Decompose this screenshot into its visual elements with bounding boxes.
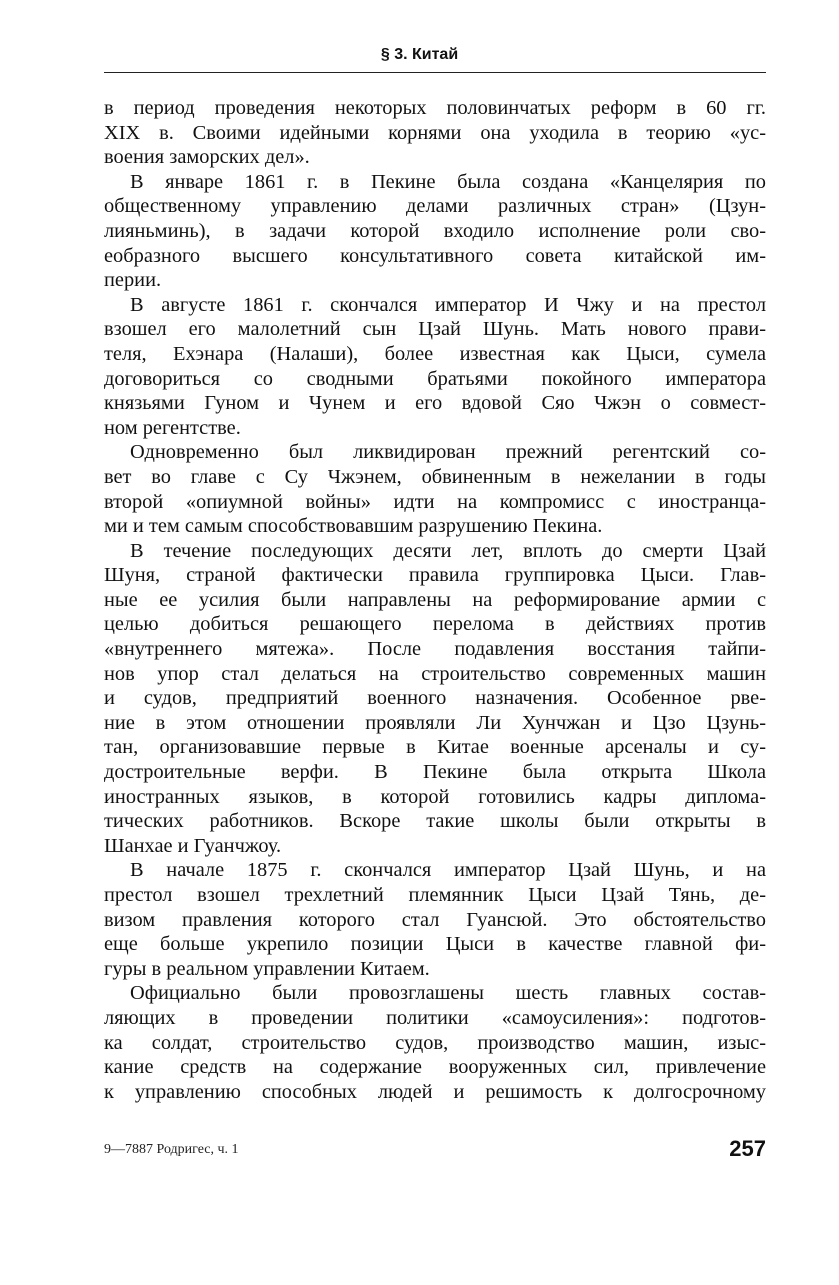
paragraph	[104, 440, 766, 538]
header-divider	[104, 72, 766, 73]
text-line: целью добиться решающего перелома в действиях против	[104, 613, 766, 636]
text-line: к управлению способных людей и решимость к долгосрочному	[104, 1080, 766, 1103]
page-number: 257	[729, 1136, 766, 1161]
text-line: В начале 1875 г. скончался император Цзай Шунь, и на	[130, 859, 766, 882]
text-line: Шанхае и Гуанчжоу.	[104, 834, 282, 857]
text-line: в период проведения некоторых половинчатых реформ в 60 гг.	[104, 97, 766, 119]
text-line: В августе 1861 г. скончался император И Чжу и на престол	[130, 293, 766, 316]
text-line: Шуня, страной фактически правила группировка Цыси. Глав-	[104, 564, 766, 587]
paragraph	[104, 170, 766, 293]
paragraph	[104, 858, 766, 981]
text-line: ка солдат, строительство судов, производство машин, изыс-	[104, 1031, 766, 1054]
text-line: Официально были провозглашены шесть главных состав-	[130, 982, 766, 1005]
text-line: лияньминь), в задачи которой входило исполнение роли сво-	[104, 219, 766, 242]
text-line: вет во главе с Су Чжэнем, обвиненным в нежелании в годы	[104, 465, 766, 488]
text-line: общественному управлению делами различных стран» (Цзун-	[104, 195, 766, 218]
text-line: достроительные верфи. В Пекине была открыта Школа	[104, 761, 766, 784]
text-line: тан, организовавшие первые в Китае военные арсеналы и су-	[104, 736, 766, 759]
text-line: кание средств на содержание вооруженных сил, привлечение	[104, 1056, 766, 1079]
text-line: визом правления которого стал Гуансюй. Это обстоятельство	[104, 908, 766, 931]
text-line: взошел его малолетний сын Цзай Шунь. Мать нового прави-	[104, 318, 766, 341]
text-line: ном регентстве.	[104, 416, 241, 439]
text-line: теля, Ехэнара (Налаши), более известная как Цыси, сумела	[104, 342, 766, 365]
text-line: В течение последующих десяти лет, вплоть до смерти Цзай	[130, 539, 766, 562]
text-line: престол взошел трехлетний племянник Цыси Цзай Тянь, де-	[104, 884, 766, 906]
text-line: ные ее усилия были направлены на реформирование армии с	[104, 588, 766, 611]
page-text	[104, 96, 766, 1104]
text-line: ние в этом отношении проявляли Ли Хунчжан и Цзо Цзунь-	[104, 711, 766, 734]
text-line: ми и тем самым способствовавшим разрушению Пекина.	[104, 515, 603, 538]
paragraph	[104, 981, 766, 1104]
text-line: гуры в реальном управлении Китаем.	[104, 957, 430, 980]
text-line: «внутреннего мятежа». После подавления восстания тайпи-	[104, 638, 766, 661]
text-line: князьями Гуном и Чунем и его вдовой Сяо Чжэн о совмест-	[104, 392, 766, 415]
text-line: еще больше укрепило позиции Цыси в качестве главной фи-	[104, 933, 766, 956]
text-line: второй «опиумной войны» идти на компромисс с иностранца-	[104, 490, 766, 513]
running-header-title: § 3. Китай	[380, 46, 459, 63]
paragraph	[104, 539, 766, 859]
text-line: договориться со сводными братьями покойного императора	[104, 367, 766, 390]
text-line: перии.	[104, 269, 162, 292]
paragraph	[104, 96, 766, 170]
text-line: тических работников. Вскоре такие школы были открыты в	[104, 810, 766, 833]
text-line: воения заморских дел».	[104, 146, 310, 169]
text-line: и судов, предприятий военного назначения. Особенное рве-	[104, 687, 766, 710]
text-line: иностранных языков, в которой готовились кадры диплома-	[104, 785, 766, 808]
text-line: Одновременно был ликвидирован прежний регентский со-	[130, 441, 766, 464]
text-line: ляющих в проведении политики «самоусиления»: подготов-	[104, 1006, 766, 1029]
text-line: еобразного высшего консультативного совета китайской им-	[104, 244, 766, 267]
text-line: нов упор стал делаться на строительство современных машин	[104, 662, 766, 685]
text-line: В январе 1861 г. в Пекине была создана «Канцелярия по	[130, 170, 766, 193]
paragraph	[104, 293, 766, 441]
footer-signature-code: 9—7887 Родригес, ч. 1	[104, 1142, 239, 1157]
text-line: XIX в. Своими идейными корнями она уходила в теорию «ус-	[104, 121, 766, 144]
